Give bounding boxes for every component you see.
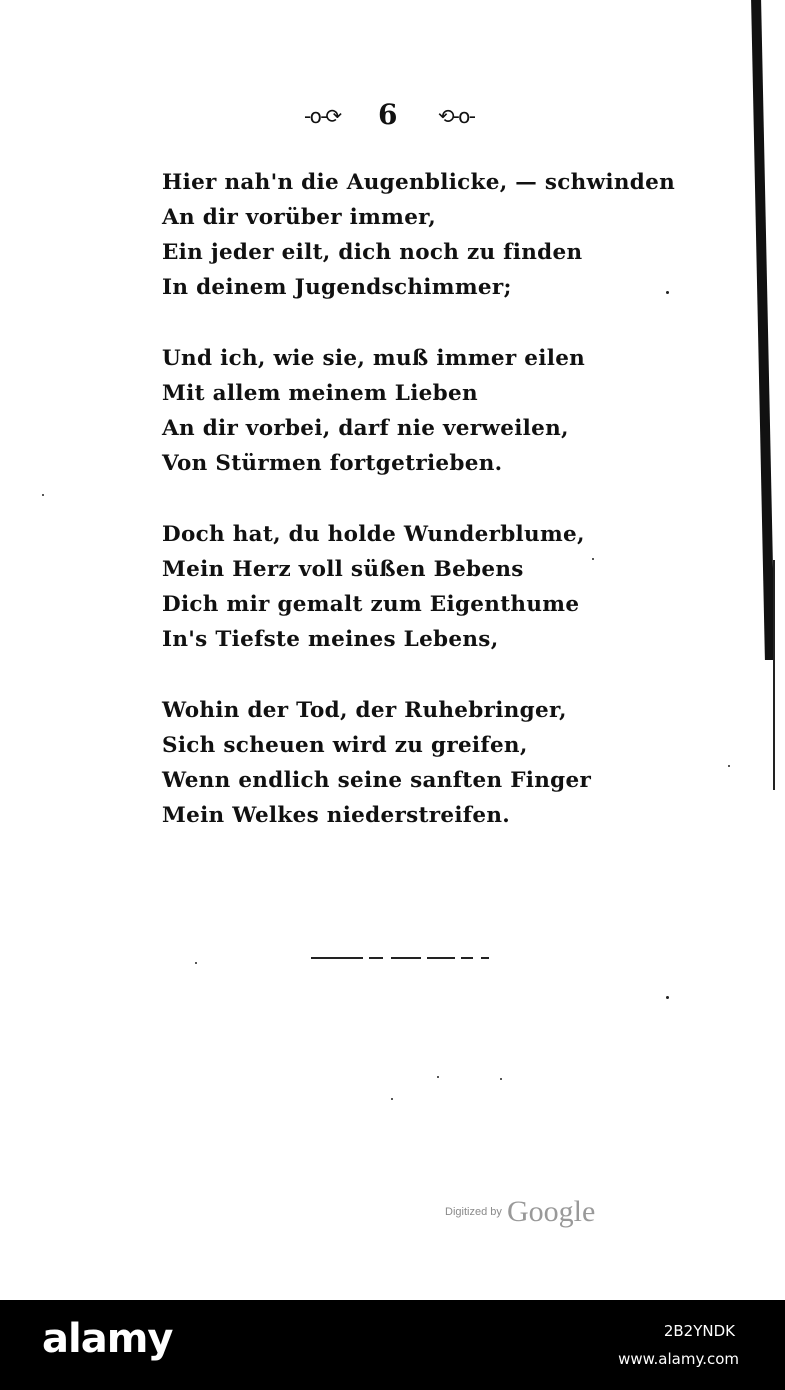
poem-line: Und ich, wie sie, muß immer eilen: [162, 346, 586, 371]
poem-line: Mein Welkes niederstreifen.: [162, 803, 511, 828]
poem: [162, 165, 676, 869]
page-spine-shadow: [751, 0, 775, 660]
scan-speck: [195, 962, 197, 964]
scan-speck: [42, 494, 44, 496]
alamy-logo: alamy: [42, 1316, 173, 1362]
page-edge-line: [773, 560, 775, 790]
stock-footer-bar: [0, 1300, 785, 1390]
poem-line: An dir vorüber immer,: [162, 205, 437, 230]
page-number: 6: [378, 98, 398, 131]
poem-line: Mit allem meinem Lieben: [162, 381, 478, 406]
stanza-3: [162, 517, 592, 657]
scan-speck: [592, 558, 594, 560]
scan-speck: [728, 765, 730, 767]
google-watermark: [445, 1195, 595, 1229]
right-ornament-icon: ⟲-o-: [437, 104, 474, 128]
scan-speck: [500, 1078, 502, 1080]
watermark-prefix: Digitized by: [445, 1206, 502, 1218]
poem-line: An dir vorbei, darf nie verweilen,: [162, 416, 569, 441]
scan-speck: [666, 291, 669, 294]
page-header: [300, 98, 480, 132]
left-ornament-icon: -o-⟳: [304, 104, 341, 128]
poem-line: Hier nah'n die Augenblicke, — schwinden: [162, 170, 676, 195]
poem-line: Mein Herz voll süßen Bebens: [162, 557, 524, 582]
poem-line: Dich mir gemalt zum Eigenthume: [162, 592, 580, 617]
footer-url: www.alamy.com: [618, 1350, 739, 1368]
stanza-1: [162, 165, 676, 305]
poem-line: Sich scheuen wird zu greifen,: [162, 733, 528, 758]
scan-speck: [666, 996, 669, 999]
poem-line: Doch hat, du holde Wunderblume,: [162, 522, 585, 547]
scan-speck: [391, 1098, 393, 1100]
poem-line: In deinem Jugendschimmer;: [162, 275, 512, 300]
scan-speck: [437, 1076, 439, 1078]
poem-line: Von Stürmen fortgetrieben.: [162, 451, 503, 476]
poem-line: Wenn endlich seine sanften Finger: [162, 768, 592, 793]
google-logo: Google: [506, 1195, 596, 1228]
stanza-4: [162, 693, 592, 833]
poem-line: In's Tiefste meines Lebens,: [162, 627, 499, 652]
end-rule-divider: [311, 957, 491, 959]
stanza-2: [162, 341, 592, 481]
image-code: 2B2YNDK: [663, 1322, 735, 1340]
poem-line: Ein jeder eilt, dich noch zu finden: [162, 240, 583, 265]
poem-line: Wohin der Tod, der Ruhebringer,: [162, 698, 567, 723]
